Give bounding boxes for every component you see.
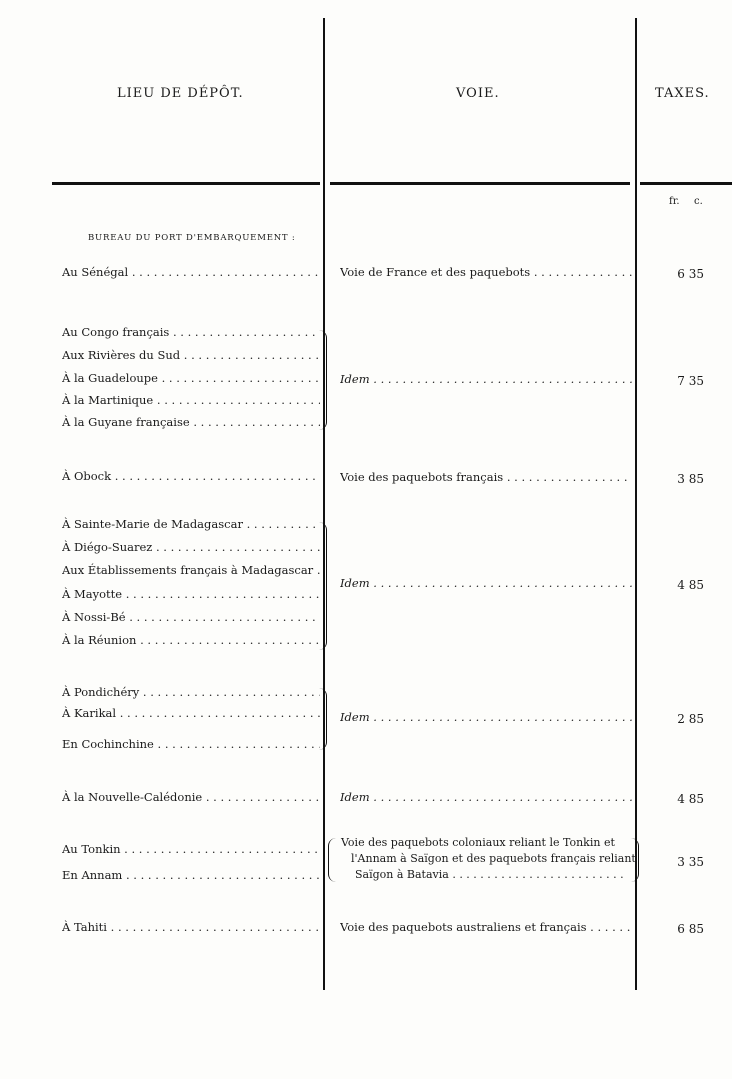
header-voie: VOIE. <box>456 86 500 101</box>
place-label: Aux Rivières du Sud . . . <box>62 348 320 362</box>
route-label: Voie des paquebots français . . . <box>340 470 632 484</box>
place-label: En Annam . . . <box>62 868 320 882</box>
place-label: À Obock . . . <box>62 469 320 483</box>
place-label: À Tahiti . . . <box>62 920 320 934</box>
header-rule <box>52 182 320 185</box>
route-label: l'Annam à Saïgon et des paquebots français reliant <box>351 852 636 865</box>
tax-value: 6 35 <box>677 267 704 281</box>
section-title: BUREAU DU PORT D'EMBARQUEMENT : <box>88 233 296 243</box>
route-label: Idem . . . <box>340 372 632 386</box>
tax-value: 3 35 <box>677 855 704 869</box>
group-brace <box>328 838 337 882</box>
place-label: Aux Établissements français à Madagascar . . . <box>62 563 320 577</box>
place-label: À Diégo-Suarez . . . <box>62 540 320 554</box>
place-label: À Sainte-Marie de Madagascar . . . <box>62 517 320 531</box>
tax-value: 7 35 <box>677 374 704 388</box>
group-brace <box>318 688 327 750</box>
header-taxes: TAXES. <box>655 86 710 101</box>
tax-value: 2 85 <box>677 712 704 726</box>
place-label: À la Réunion . . . <box>62 633 320 647</box>
place-label: Au Congo français . . . <box>62 325 320 339</box>
tax-value: 3 85 <box>677 472 704 486</box>
group-brace <box>318 522 327 650</box>
tax-value: 4 85 <box>677 792 704 806</box>
route-label: Idem . . . <box>340 576 632 590</box>
column-rule-left <box>323 18 325 990</box>
group-brace <box>630 838 639 882</box>
tax-value: 6 85 <box>677 922 704 936</box>
route-label: Voie des paquebots australiens et français . . . <box>340 920 632 934</box>
group-brace <box>318 330 327 430</box>
place-label: Au Sénégal . . . <box>62 265 320 279</box>
header-rule <box>640 182 732 185</box>
place-label: À la Guadeloupe . . . <box>62 371 320 385</box>
place-label: À Karikal . . . <box>62 706 320 720</box>
route-label: Saïgon à Batavia . . . <box>355 868 627 881</box>
header-rule <box>330 182 630 185</box>
route-label: Voie des paquebots coloniaux reliant le Tonkin et <box>341 836 615 849</box>
place-label: À Pondichéry . . . <box>62 685 320 699</box>
unit-francs: fr. <box>669 196 680 207</box>
route-label: Idem . . . <box>340 790 632 804</box>
place-label: À la Guyane française . . . <box>62 415 320 429</box>
place-label: À la Nouvelle-Calédonie . . . <box>62 790 320 804</box>
place-label: En Cochinchine . . . <box>62 737 320 751</box>
place-label: Au Tonkin . . . <box>62 842 320 856</box>
unit-centimes: c. <box>694 196 703 207</box>
tax-value: 4 85 <box>677 578 704 592</box>
header-lieu: LIEU DE DÉPÔT. <box>117 86 244 101</box>
place-label: À Nossi-Bé . . . <box>62 610 320 624</box>
place-label: À Mayotte . . . <box>62 587 320 601</box>
route-label: Voie de France et des paquebots . . . <box>340 265 632 279</box>
place-label: À la Martinique . . . <box>62 393 320 407</box>
route-label: Idem . . . <box>340 710 632 724</box>
